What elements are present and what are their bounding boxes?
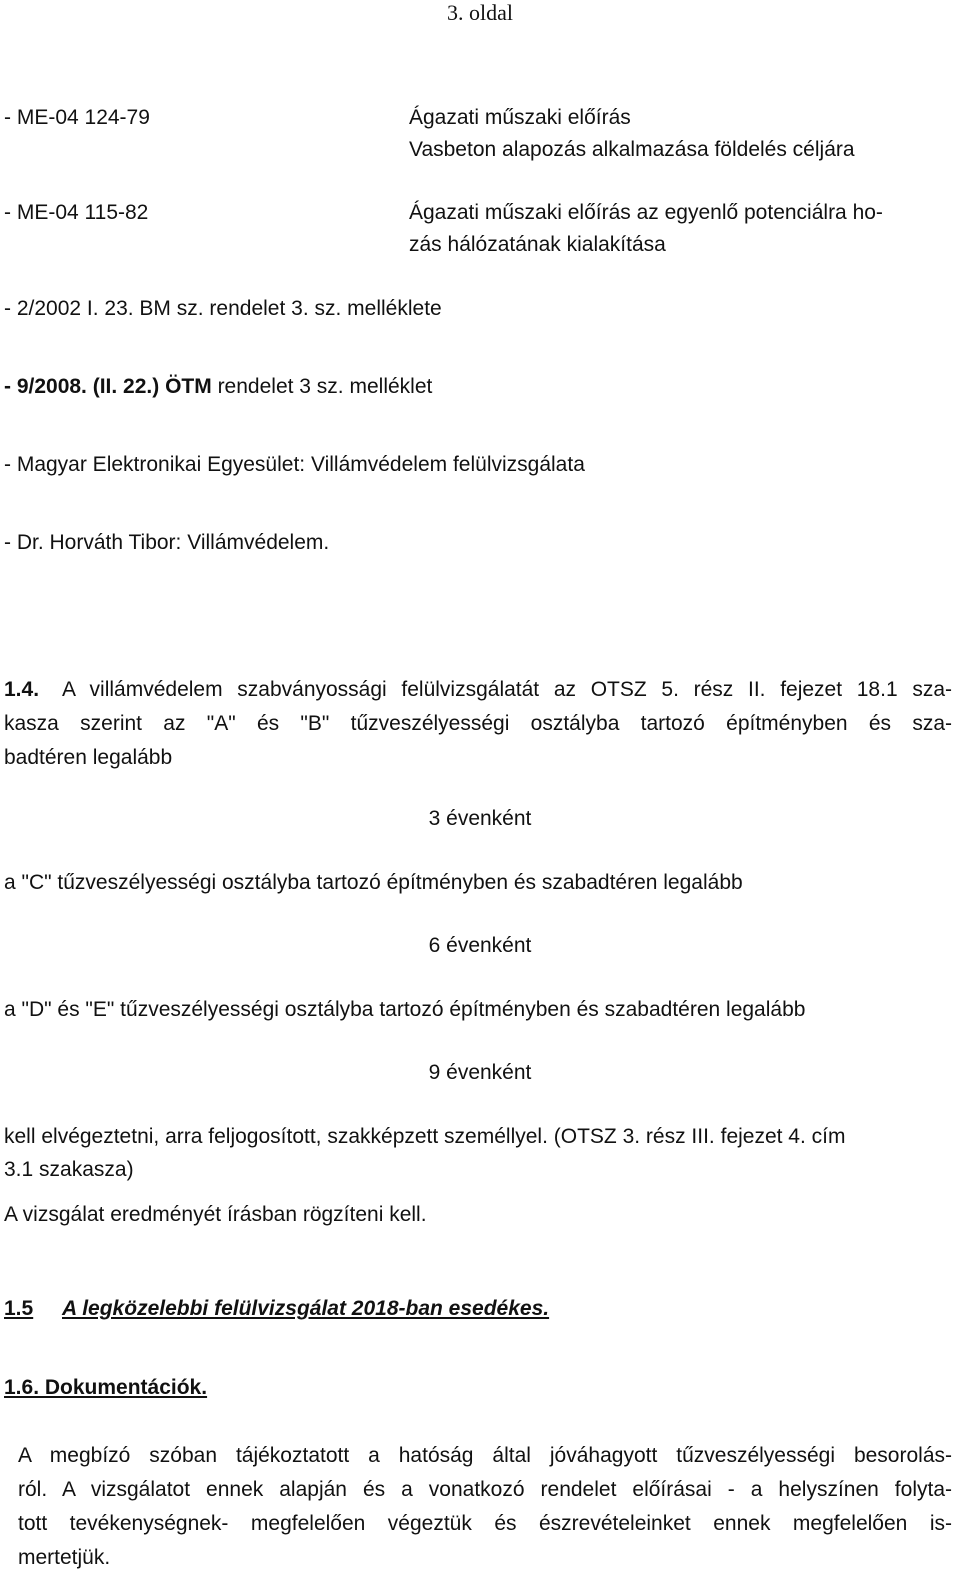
documentation-para-line4: mertetjük. <box>18 1546 111 1569</box>
interval-9-years: 9 évenként <box>428 1061 532 1084</box>
reference-code-2: - ME-04 115-82 <box>4 201 149 224</box>
otm-decree-rest: rendelet 3 sz. melléklet <box>211 375 433 398</box>
reference-otm-decree <box>4 374 432 400</box>
documentation-para-line1: A megbízó szóban tájékoztatott a hatóság által jóváhagyott tűzveszélyességi besorolás- <box>18 1444 952 1467</box>
reference-bm-decree: - 2/2002 I. 23. BM sz. rendelet 3. sz. melléklete <box>4 297 442 320</box>
class-de-text: a "D" és "E" tűzveszélyességi osztályba tartozó építményben és szabadtéren legalább <box>4 998 806 1021</box>
reference-horvath: - Dr. Horváth Tibor: Villámvédelem. <box>4 531 330 554</box>
documentation-para-line2: ról. A vizsgálatot ennek alapján és a vonatkozó rendelet előírásai - a helyszínen folyta- <box>18 1478 952 1501</box>
section-1-4-number: 1.4. <box>4 678 40 701</box>
interval-3-years: 3 évenként <box>428 807 532 830</box>
reference-desc-2-line1: Ágazati műszaki előírás az egyenlő potenciálra ho- <box>409 201 883 224</box>
closing-line-2: 3.1 szakasza) <box>4 1158 134 1181</box>
reference-desc-1-line2: Vasbeton alapozás alkalmazása földelés céljára <box>409 138 855 161</box>
section-1-6-title: 1.6. Dokumentációk. <box>4 1376 208 1399</box>
section-1-4-line3: badtéren legalább <box>4 746 173 769</box>
reference-code-1: - ME-04 124-79 <box>4 106 150 129</box>
closing-line-1: kell elvégeztetni, arra feljogosított, szakképzett személlyel. (OTSZ 3. rész III. fejezet 4. cím <box>4 1125 846 1148</box>
otm-decree-id: - 9/2008. (II. 22.) ÖTM <box>4 375 212 398</box>
section-1-5-title: A legközelebbi felülvizsgálat 2018-ban esedékes. <box>62 1297 550 1320</box>
reference-desc-2-line2: zás hálózatának kialakítása <box>409 233 666 256</box>
reference-desc-1-line1: Ágazati műszaki előírás <box>409 106 631 129</box>
interval-6-years: 6 évenként <box>428 934 532 957</box>
section-1-4-line1: A villámvédelem szabványossági felülvizsgálatát az OTSZ 5. rész II. fejezet 18.1 sza- <box>62 678 952 701</box>
section-1-4-line2: kasza szerint az "A" és "B" tűzveszélyességi osztályba tartozó építményben és sza- <box>4 712 952 735</box>
reference-mee: - Magyar Elektronikai Egyesület: Villámvédelem felülvizsgálata <box>4 453 585 476</box>
documentation-para-line3: tott tevékenységnek- megfelelően végeztük és észrevételeinket ennek megfelelően is- <box>18 1512 952 1535</box>
record-requirement: A vizsgálat eredményét írásban rögzíteni kell. <box>4 1203 427 1226</box>
section-1-5-number: 1.5 <box>4 1297 34 1320</box>
class-c-text: a "C" tűzveszélyességi osztályba tartozó építményben és szabadtéren legalább <box>4 871 743 894</box>
page-number-header: 3. oldal <box>447 0 513 25</box>
